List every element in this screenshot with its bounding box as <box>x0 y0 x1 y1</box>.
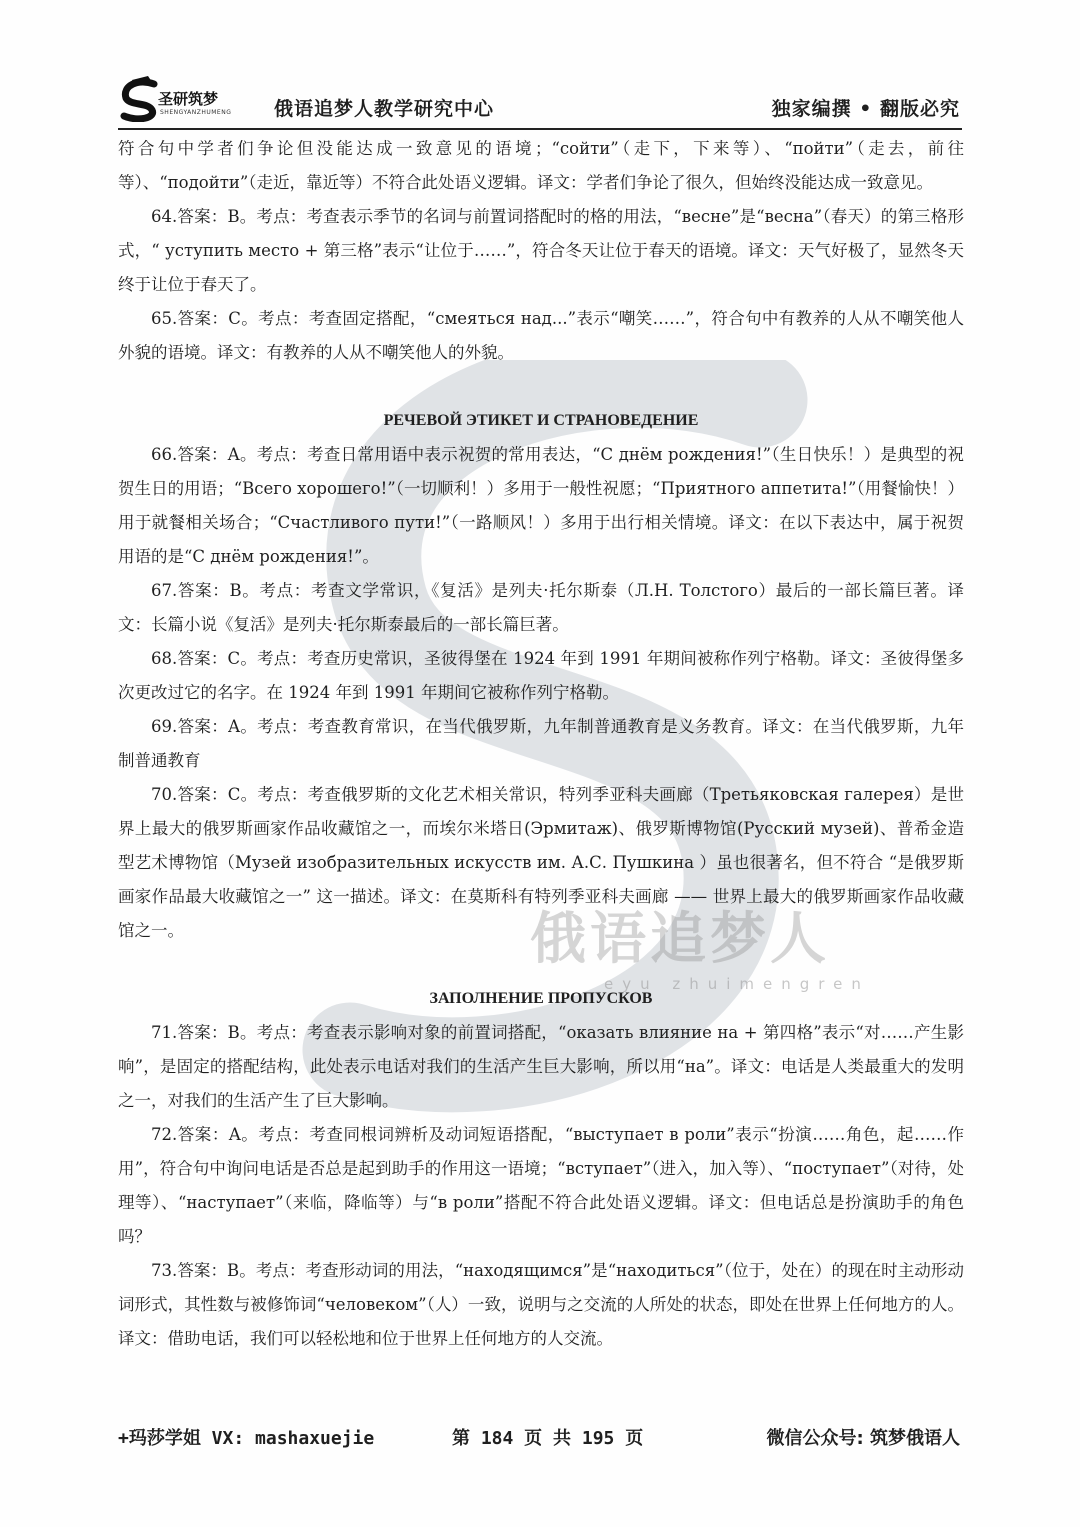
footer-page-number: 第 184 页 共 195 页 <box>452 1428 644 1449</box>
answer-72: 72.答案：A。考点：考查同根词辨析及动词短语搭配，“выступает в роли”表示“扮演……角色，起……作用”，符合句中询问电话是否总是起到助手的作用这一语境；“вступает”（进入，加入等）、“поступает”（对待，处理等）、“наступает”（来临，降临等）与“в роли”搭配不符合此处语义逻辑。译文：但电话总是扮演助手的角色吗？ <box>118 1125 964 1246</box>
answer-67: 67.答案：B。考点：考查文学常识，《复活》是列夫·托尔斯泰（Л.Н. Толстого）最后的一部长篇巨著。译文：长篇小说《复活》是列夫·托尔斯泰最后的一部长篇巨著。 <box>118 581 964 634</box>
page-content <box>118 132 964 1356</box>
logo-subtext: SHENGYANZHUMENG <box>160 109 232 116</box>
page-footer <box>118 1424 964 1454</box>
footer-contact: +玛莎学姐 VX: mashaxuejie <box>118 1428 375 1449</box>
section-title-gaps: ЗАПОЛНЕНИЕ ПРОПУСКОВ <box>429 990 653 1007</box>
watermark-text: 俄语追梦人 <box>530 907 830 972</box>
header-center-title: 俄语追梦人教学研究中心 <box>274 98 495 120</box>
answer-65: 65.答案：C。考点：考查固定搭配，“смеяться над...”表示“嘲笑……”，符合句中有教养的人从不嘲笑他人外貌的语境。译文：有教养的人从不嘲笑他人的外貌。 <box>118 309 964 362</box>
footer-wechat: 微信公众号: 筑梦俄语人 <box>766 1428 960 1449</box>
page-header <box>118 72 962 130</box>
logo <box>118 76 238 124</box>
answer-69: 69.答案：A。考点：考查教育常识，在当代俄罗斯，九年制普通教育是义务教育。译文：在当代俄罗斯，九年制普通教育 <box>118 717 964 770</box>
answer-70: 70.答案：C。考点：考查俄罗斯的文化艺术相关常识，特列季亚科夫画廊（Третьяковская галерея）是世界上最大的俄罗斯画家作品收藏馆之一，而埃尔米塔日(Эрмитаж)、俄罗斯博物馆(Русский музей)、普希金造型艺术博物馆（Музей изобразительных искусств им. А.С. Пушкина ）虽也很著名，但不符合 “是俄罗斯画家作品最大收藏馆之一” 这一描述。译文：在莫斯科有特列季亚科夫画廊 —— 世界上最大的俄罗斯画家作品收藏馆之一。 <box>118 785 964 940</box>
header-right-title: 独家编撰 • 翻版必究 <box>771 98 960 120</box>
paragraph-continuation: 符合句中学者们争论但没能达成一致意见的语境；“сойти”（走下，下来等）、“пойти”（走去，前往等）、“подойти”（走近，靠近等）不符合此处语义逻辑。译文：学者们争论了很久，但始终没能达成一致意见。 <box>118 139 964 192</box>
answer-66: 66.答案：A。考点：考查日常用语中表示祝贺的常用表达，“С днём рождения!”（生日快乐！）是典型的祝贺生日的用语；“Всего хорошего!”（一切顺利！）多用于一般性祝愿；“Приятного аппетита!”（用餐愉快！）用于就餐相关场合；“Счастливого пути!”（一路顺风！）多用于出行相关情境。译文：在以下表达中，属于祝贺用语的是“С днём рождения!”。 <box>118 445 964 566</box>
answer-73: 73.答案：B。考点：考查形动词的用法，“находящимся”是“находиться”（位于，处在）的现在时主动形动词形式，其性数与被修饰词“человеком”（人）一致，说明与之交流的人所处的状态，即处在世界上任何地方的人。译文：借助电话，我们可以轻松地和位于世界上任何地方的人交流。 <box>118 1261 964 1348</box>
watermark-subtext: eyu zhuimengren <box>604 975 870 993</box>
answer-71: 71.答案：B。考点：考查表示影响对象的前置词搭配，“оказать влияние на + 第四格”表示“对……产生影响”，是固定的搭配结构，此处表示电话对我们的生活产生巨大影响，所以用“на”。译文：电话是人类最重大的发明之一，对我们的生活产生了巨大影响。 <box>118 1023 964 1110</box>
logo-mark-icon <box>118 76 162 122</box>
answer-68: 68.答案：C。考点：考查历史常识，圣彼得堡在 1924 年到 1991 年期间被称作列宁格勒。译文：圣彼得堡多次更改过它的名字。在 1924 年到 1991 年期间它被称作列宁格勒。 <box>118 649 964 702</box>
answer-64: 64.答案：B。考点：考查表示季节的名词与前置词搭配时的格的用法，“весне”是“весна”（春天）的第三格形式，“ уступить место + 第三格”表示“让位于……”，符合冬天让位于春天的语境。译文：天气好极了，显然冬天终于让位于春天了。 <box>118 207 964 294</box>
section-title-etiquette: РЕЧЕВОЙ ЭТИКЕТ И СТРАНОВЕДЕНИЕ <box>383 412 699 429</box>
logo-text: 圣研筑梦 <box>158 90 219 108</box>
